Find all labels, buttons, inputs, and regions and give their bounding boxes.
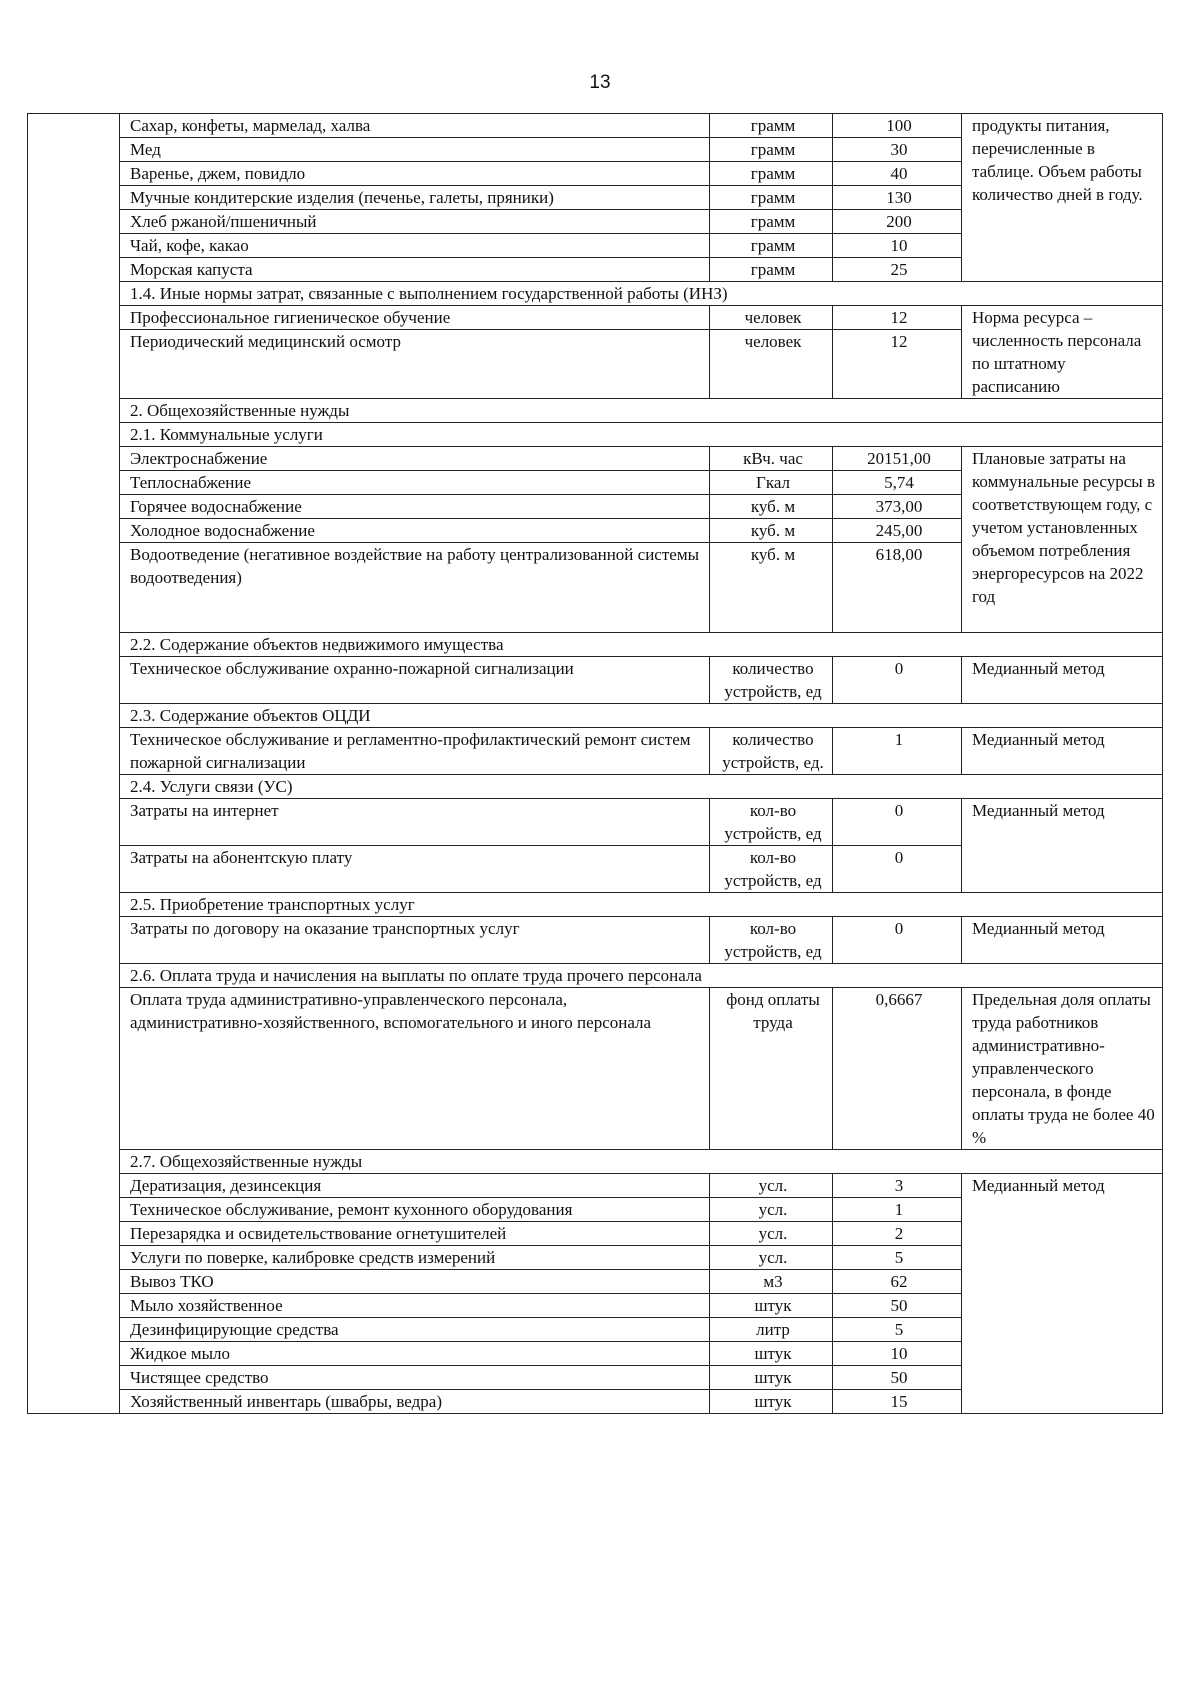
item-value: 618,00	[833, 543, 962, 633]
item-unit: грамм	[710, 186, 833, 210]
item-unit: Гкал	[710, 471, 833, 495]
item-name: Профессиональное гигиеническое обучение	[120, 306, 710, 330]
item-value: 50	[833, 1366, 962, 1390]
section-header-2-3	[28, 704, 1163, 728]
item-value: 3	[833, 1174, 962, 1198]
section-header-2-2	[28, 633, 1163, 657]
item-value: 50	[833, 1294, 962, 1318]
item-value: 15	[833, 1390, 962, 1414]
item-unit: усл.	[710, 1198, 833, 1222]
section-header-2-6	[28, 964, 1163, 988]
item-value: 5	[833, 1318, 962, 1342]
section-header-2	[28, 399, 1163, 423]
section-title: 2.7. Общехозяйственные нужды	[120, 1150, 1163, 1174]
item-name: Вывоз ТКО	[120, 1270, 710, 1294]
item-value: 130	[833, 186, 962, 210]
section-title: 2.5. Приобретение транспортных услуг	[120, 893, 1163, 917]
note-staff: Норма ресурса – численность персонала по штатному расписанию	[962, 306, 1163, 399]
item-note: Предельная доля оплаты труда работников административно-управленческого персонала, в фонде оплаты труда не более 40 %	[962, 988, 1163, 1150]
item-unit: количество устройств, ед.	[710, 728, 833, 775]
item-note: Медианный метод	[962, 917, 1163, 964]
section-title: 2.4. Услуги связи (УС)	[120, 775, 1163, 799]
table-row	[28, 447, 1163, 471]
item-value: 12	[833, 330, 962, 399]
page-number: 13	[589, 72, 611, 93]
item-unit: куб. м	[710, 495, 833, 519]
item-unit: кол-во устройств, ед	[710, 799, 833, 846]
item-name: Горячее водоснабжение	[120, 495, 710, 519]
table-row	[28, 114, 1163, 138]
item-unit: кВч. час	[710, 447, 833, 471]
item-unit: кол-во устройств, ед	[710, 846, 833, 893]
item-unit: усл.	[710, 1222, 833, 1246]
item-unit: грамм	[710, 210, 833, 234]
item-unit: грамм	[710, 258, 833, 282]
item-name: Водоотведение (негативное воздействие на работу централизованной системы водоотведения)	[120, 543, 710, 633]
item-value: 0	[833, 846, 962, 893]
item-name: Затраты на абонентскую плату	[120, 846, 710, 893]
item-name: Перезарядка и освидетельствование огнетушителей	[120, 1222, 710, 1246]
table-row	[28, 657, 1163, 704]
item-unit: усл.	[710, 1246, 833, 1270]
item-value: 1	[833, 728, 962, 775]
item-name: Дезинфицирующие средства	[120, 1318, 710, 1342]
section-header-1-4	[28, 282, 1163, 306]
item-unit: куб. м	[710, 519, 833, 543]
item-value: 40	[833, 162, 962, 186]
item-name: Чистящее средство	[120, 1366, 710, 1390]
item-name: Услуги по поверке, калибровке средств измерений	[120, 1246, 710, 1270]
item-unit: грамм	[710, 114, 833, 138]
item-unit: грамм	[710, 234, 833, 258]
item-value: 2	[833, 1222, 962, 1246]
section-title: 2.2. Содержание объектов недвижимого имущества	[120, 633, 1163, 657]
item-unit: фонд оплаты труда	[710, 988, 833, 1150]
section-header-2-1	[28, 423, 1163, 447]
table-row	[28, 306, 1163, 330]
item-value: 12	[833, 306, 962, 330]
item-name: Техническое обслуживание охранно-пожарной сигнализации	[120, 657, 710, 704]
item-value: 30	[833, 138, 962, 162]
item-unit: человек	[710, 306, 833, 330]
item-unit: м3	[710, 1270, 833, 1294]
item-unit: количество устройств, ед	[710, 657, 833, 704]
table-row	[28, 728, 1163, 775]
item-value: 245,00	[833, 519, 962, 543]
item-name: Хозяйственный инвентарь (швабры, ведра)	[120, 1390, 710, 1414]
section-header-2-7	[28, 1150, 1163, 1174]
item-name: Морская капуста	[120, 258, 710, 282]
note-comm: Медианный метод	[962, 799, 1163, 893]
item-unit: кол-во устройств, ед	[710, 917, 833, 964]
item-value: 1	[833, 1198, 962, 1222]
item-name: Периодический медицинский осмотр	[120, 330, 710, 399]
item-value: 10	[833, 234, 962, 258]
item-value: 5,74	[833, 471, 962, 495]
item-name: Варенье, джем, повидло	[120, 162, 710, 186]
item-unit: штук	[710, 1390, 833, 1414]
item-unit: литр	[710, 1318, 833, 1342]
section-title: 2. Общехозяйственные нужды	[120, 399, 1163, 423]
item-value: 100	[833, 114, 962, 138]
item-name: Оплата труда административно-управленческого персонала, административно-хозяйственного, вспомогательного и иного персонала	[120, 988, 710, 1150]
table-row	[28, 799, 1163, 846]
item-note: Медианный метод	[962, 657, 1163, 704]
item-unit: штук	[710, 1294, 833, 1318]
table-row	[28, 988, 1163, 1150]
item-name: Электроснабжение	[120, 447, 710, 471]
section-title: 2.1. Коммунальные услуги	[120, 423, 1163, 447]
item-name: Дератизация, дезинсекция	[120, 1174, 710, 1198]
item-value: 0,6667	[833, 988, 962, 1150]
item-unit: грамм	[710, 138, 833, 162]
item-value: 0	[833, 799, 962, 846]
section-title: 2.6. Оплата труда и начисления на выплаты по оплате труда прочего персонала	[120, 964, 1163, 988]
note-utilities: Плановые затраты на коммунальные ресурсы в соответствующем году, с учетом установленных объемом потребления энергоресурсов на 2022 год	[962, 447, 1163, 633]
item-value: 200	[833, 210, 962, 234]
item-unit: штук	[710, 1366, 833, 1390]
item-name: Затраты по договору на оказание транспортных услуг	[120, 917, 710, 964]
item-value: 0	[833, 917, 962, 964]
item-name: Мед	[120, 138, 710, 162]
item-name: Мучные кондитерские изделия (печенье, галеты, пряники)	[120, 186, 710, 210]
item-unit: грамм	[710, 162, 833, 186]
note-general: Медианный метод	[962, 1174, 1163, 1414]
section-header-2-4	[28, 775, 1163, 799]
section-title: 1.4. Иные нормы затрат, связанные с выполнением государственной работы (ИНЗ)	[120, 282, 1163, 306]
item-unit: усл.	[710, 1174, 833, 1198]
item-note: Медианный метод	[962, 728, 1163, 775]
item-value: 62	[833, 1270, 962, 1294]
item-name: Холодное водоснабжение	[120, 519, 710, 543]
item-name: Техническое обслуживание, ремонт кухонного оборудования	[120, 1198, 710, 1222]
cost-norms-table	[27, 113, 1163, 1414]
table-row	[28, 917, 1163, 964]
item-value: 5	[833, 1246, 962, 1270]
item-unit: человек	[710, 330, 833, 399]
empty-left-column	[28, 114, 120, 1414]
item-name: Теплоснабжение	[120, 471, 710, 495]
item-unit: куб. м	[710, 543, 833, 633]
item-value: 25	[833, 258, 962, 282]
item-name: Техническое обслуживание и регламентно-профилактический ремонт систем пожарной сигнализации	[120, 728, 710, 775]
item-unit: штук	[710, 1342, 833, 1366]
note-food: продукты питания, перечисленные в таблице. Объем работы количество дней в году.	[962, 114, 1163, 282]
section-header-2-5	[28, 893, 1163, 917]
item-name: Мыло хозяйственное	[120, 1294, 710, 1318]
section-title: 2.3. Содержание объектов ОЦДИ	[120, 704, 1163, 728]
item-name: Затраты на интернет	[120, 799, 710, 846]
item-value: 373,00	[833, 495, 962, 519]
item-name: Чай, кофе, какао	[120, 234, 710, 258]
item-name: Сахар, конфеты, мармелад, халва	[120, 114, 710, 138]
item-name: Хлеб ржаной/пшеничный	[120, 210, 710, 234]
item-value: 10	[833, 1342, 962, 1366]
item-value: 20151,00	[833, 447, 962, 471]
item-name: Жидкое мыло	[120, 1342, 710, 1366]
item-value: 0	[833, 657, 962, 704]
table-row	[28, 1174, 1163, 1198]
